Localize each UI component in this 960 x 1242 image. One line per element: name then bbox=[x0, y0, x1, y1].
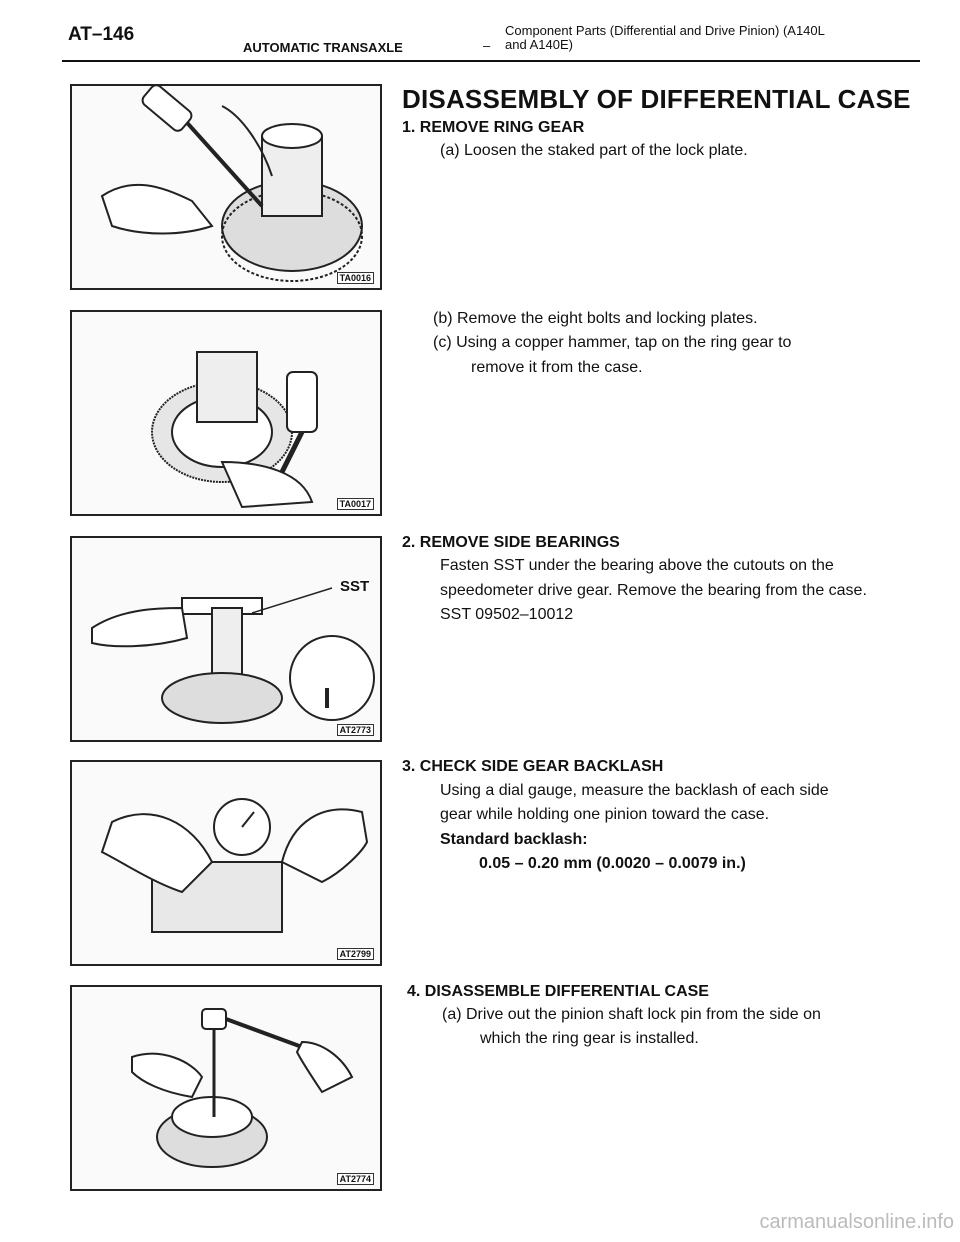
figure-ring-gear-lock-plate bbox=[70, 84, 382, 290]
step-1-heading: 1. REMOVE RING GEAR bbox=[402, 119, 585, 136]
step-1b-text: (b) Remove the eight bolts and locking plates. bbox=[433, 310, 758, 327]
step-1c-text: (c) Using a copper hammer, tap on the ring gear to bbox=[433, 334, 792, 351]
page-number: AT–146 bbox=[68, 24, 135, 45]
figure-pinion-shaft-lock-pin bbox=[70, 985, 382, 1191]
step-4a-text-cont: which the ring gear is installed. bbox=[480, 1030, 699, 1047]
section-title: AUTOMATIC TRANSAXLE bbox=[243, 40, 403, 55]
figure-code: AT2799 bbox=[337, 948, 374, 960]
illustration-copper-hammer bbox=[72, 312, 380, 514]
figure-code: TA0017 bbox=[337, 498, 374, 510]
step-2-text-1: Fasten SST under the bearing above the cutouts on the bbox=[440, 557, 834, 574]
illustration-dial-gauge bbox=[72, 762, 380, 964]
step-4-heading: 4. DISASSEMBLE DIFFERENTIAL CASE bbox=[407, 983, 709, 1000]
illustration-bearing-puller bbox=[72, 538, 380, 740]
watermark: carmanualsonline.info bbox=[759, 1211, 954, 1233]
step-2-heading: 2. REMOVE SIDE BEARINGS bbox=[402, 534, 620, 551]
step-2-sst-number: SST 09502–10012 bbox=[440, 606, 574, 623]
step-1c-text-cont: remove it from the case. bbox=[471, 359, 643, 376]
figure-ring-gear-removal bbox=[70, 310, 382, 516]
illustration-hammer-chisel bbox=[72, 86, 380, 288]
step-2-text-2: speedometer drive gear. Remove the bearing from the case. bbox=[440, 582, 867, 599]
standard-backlash-label: Standard backlash: bbox=[440, 831, 588, 848]
sst-callout: SST bbox=[340, 578, 370, 595]
step-4a-text: (a) Drive out the pinion shaft lock pin from the side on bbox=[442, 1006, 821, 1023]
step-1a-text: (a) Loosen the staked part of the lock plate. bbox=[440, 142, 748, 159]
component-title: Component Parts (Differential and Drive Pinion) (A140L and A140E) bbox=[505, 23, 825, 52]
header-rule bbox=[62, 60, 920, 62]
step-3-heading: 3. CHECK SIDE GEAR BACKLASH bbox=[402, 758, 664, 775]
figure-side-gear-backlash bbox=[70, 760, 382, 966]
figure-side-bearing-removal bbox=[70, 536, 382, 742]
figure-code: AT2773 bbox=[337, 724, 374, 736]
standard-backlash-value: 0.05 – 0.20 mm (0.0020 – 0.0079 in.) bbox=[479, 855, 746, 872]
page-title: DISASSEMBLY OF DIFFERENTIAL CASE bbox=[402, 84, 911, 114]
figure-code: TA0016 bbox=[337, 272, 374, 284]
header-separator: – bbox=[483, 38, 491, 53]
illustration-pin-punch bbox=[72, 987, 380, 1189]
step-3-text-1: Using a dial gauge, measure the backlash of each side bbox=[440, 782, 829, 799]
figure-code: AT2774 bbox=[337, 1173, 374, 1185]
step-3-text-2: gear while holding one pinion toward the case. bbox=[440, 806, 770, 823]
